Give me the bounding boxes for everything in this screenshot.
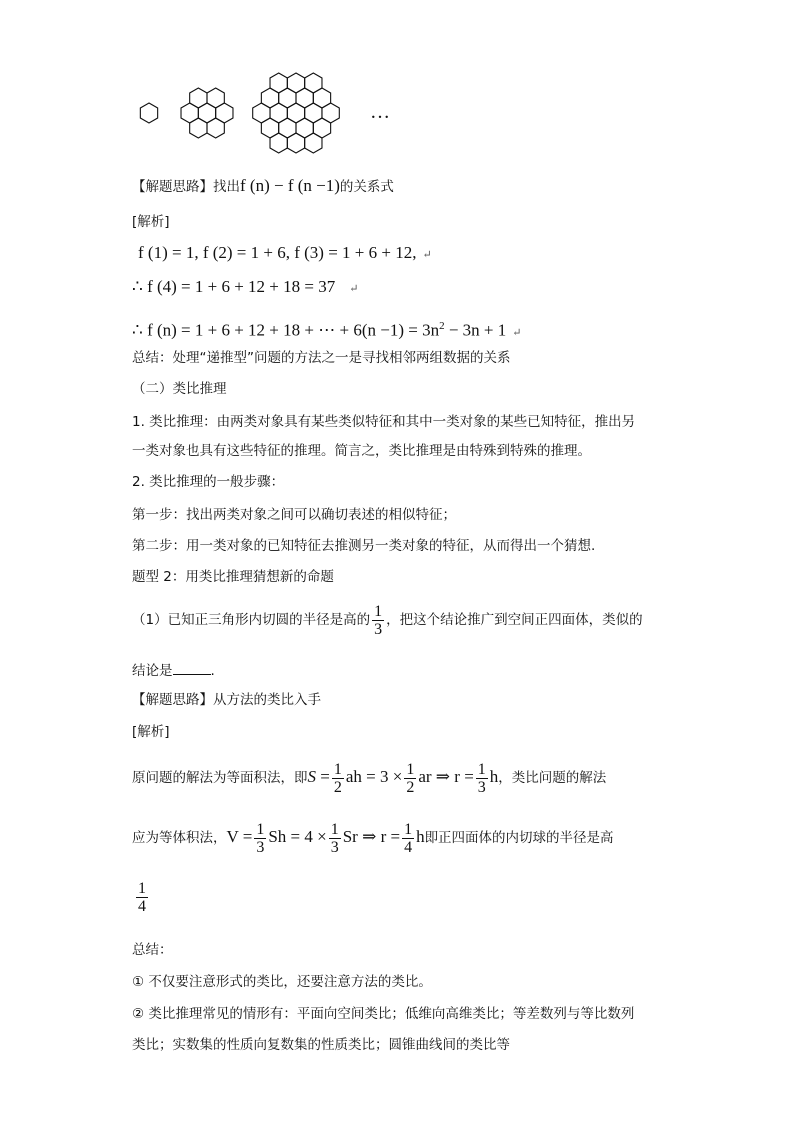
definition-1b: 一类对象也具有这些特征的推理。简言之，类比推理是由特殊到特殊的推理。 [132,443,591,459]
fraction-one-quarter: $\frac{1}{4}$ [138,880,146,915]
step-1: 第一步：找出两类对象之间可以确切表述的相似特征； [132,507,456,523]
equation-3: ∴ f (n) = 1 + 6 + 12 + 18 + ⋯ + $6(n -1) = 3n^2 - 3n + 1$ ↵ [132,320,522,340]
analysis-label-2: [解析] [132,724,170,740]
step-2: 第二步：用一类对象的已知特征去推测另一类对象的特征，从而得出一个猜想. [132,538,596,554]
analysis-paragraph-1: 原问题的解法为等面积法，即S = $\frac{1}{2}$ ah = 3 × $\frac{1}{2}$ ar ⇒ r = $\frac{1}{3}$ h，类比问题的解法 [132,760,607,796]
conclusion-1: ① 不仅要注意形式的类比，还要注意方法的类比。 [132,974,432,990]
summary-1: 总结：处理“递推型”问题的方法之一是寻找相邻两组数据的关系 [132,350,511,366]
summary-2-label: 总结： [132,942,173,958]
fraction-one-third: $\frac{1}{3}$ [374,602,383,638]
ellipsis-text: … [370,101,390,123]
cluster-3-hexagon [322,103,339,123]
equation-2: ∴ f (4) = 1 + 6 + 12 + 18 = 37 ↵ [132,277,359,296]
math-fn-diff: f (n) − f (n −1) [240,176,340,195]
cluster-1-hexagon [140,103,157,123]
definition-1a: 1. 类比推理：由两类对象具有某些类似特征和其中一类对象的某些已知特征，推出另 [132,414,636,430]
solution-idea-2: 【解题思路】从方法的类比入手 [132,692,321,708]
question-1-line-2: 结论是 . [132,663,215,679]
equation-1: f (1) = 1, f (2) = 1 + 6, f (3) = 1 + 6 + 12, ↵ [138,243,432,262]
conclusion-2b: 类比；实数集的性质向复数集的性质类比；圆锥曲线间的类比等 [132,1037,510,1053]
cluster-2-hexagon [216,103,233,123]
section-heading: （二）类比推理 [132,381,227,397]
question-1-line-1: （1）已知正三角形内切圆的半径是高的 $\frac{1}{3}$ ，把这个结论推广到空间正四面体，类似的 [132,602,643,638]
question-type-2: 题型 2：用类比推理猜想新的命题 [132,569,334,585]
analysis-paragraph-2: 应为等体积法，V = $\frac{1}{3}$ Sh = 4 × $\frac{1}{3}$ Sr ⇒ r = $\frac{1}{4}$ h即正四面体的内切球的半径是高 [132,820,614,856]
answer-blank [173,662,211,675]
definition-2: 2. 类比推理的一般步骤： [132,474,285,490]
solution-idea-1: 【解题思路】找出f (n) − f (n −1)的关系式 [132,176,394,195]
hexagon-pattern-figure [130,66,430,166]
analysis-label-1: [解析] [132,214,170,230]
conclusion-2a: ② 类比推理常见的情形有：平面向空间类比；低维向高维类比；等差数列与等比数列 [132,1006,635,1022]
